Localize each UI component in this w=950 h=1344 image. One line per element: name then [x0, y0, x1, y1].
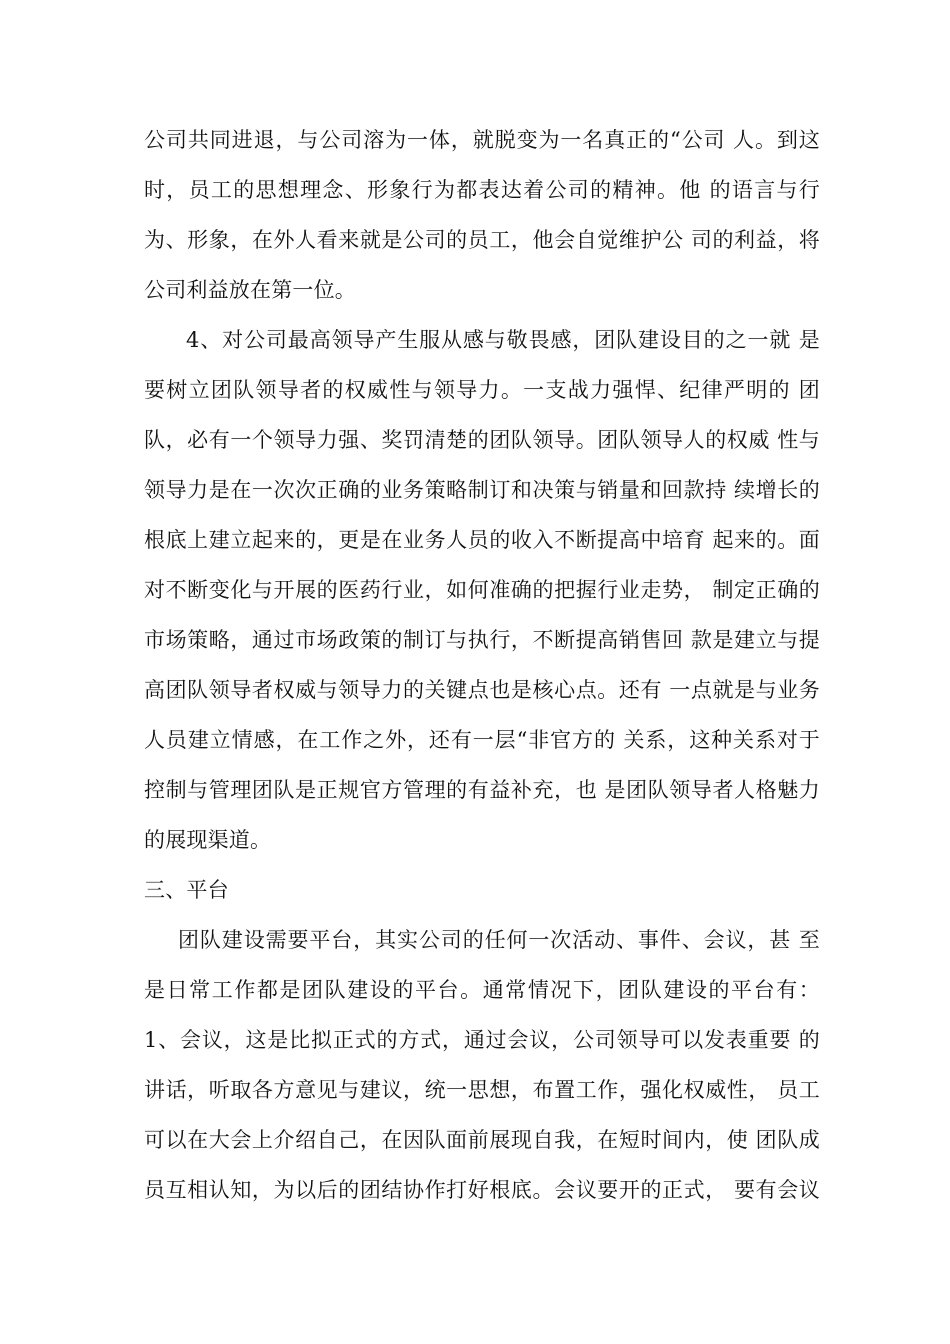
paragraph-line: 高团队领导者权威与领导力的关键点也是核心点。还有 一点就是与业务: [144, 678, 820, 702]
section-heading: 三、平台: [144, 878, 229, 902]
paragraph-line: 公司共同进退，与公司溶为一体，就脱变为一名真正的“公司 人。到这: [144, 128, 820, 152]
paragraph-line: 人员建立情感，在工作之外，还有一层“非官方的 关系，这种关系对于: [144, 728, 820, 752]
paragraph-line: 时，员工的思想理念、形象行为都表达着公司的精神。他 的语言与行: [144, 178, 820, 202]
paragraph-line: 4、对公司最高领导产生服从感与敬畏感，团队建设目的之一就 是: [186, 328, 820, 352]
paragraph-line: 可以在大会上介绍自己，在因队面前展现自我，在短时间内，使 团队成: [144, 1128, 820, 1152]
paragraph-line: 控制与管理团队是正规官方管理的有益补充，也 是团队领导者人格魅力: [144, 778, 820, 802]
paragraph-line: 是日常工作都是团队建设的平台。通常情况下，团队建设的平台有：: [144, 978, 820, 1002]
paragraph-line: 1、会议，这是比拟正式的方式，通过会议，公司领导可以发表重要 的: [144, 1028, 820, 1052]
paragraph-line: 要树立团队领导者的权威性与领导力。一支战力强悍、纪律严明的 团: [144, 378, 820, 402]
paragraph-line: 根底上建立起来的，更是在业务人员的收入不断提高中培育 起来的。面: [144, 528, 820, 552]
paragraph-line: 队，必有一个领导力强、奖罚清楚的团队领导。团队领导人的权威 性与: [144, 428, 820, 452]
paragraph-line: 团队建设需要平台，其实公司的任何一次活动、事件、会议，甚 至: [178, 928, 820, 952]
paragraph-line: 对不断变化与开展的医药行业，如何准确的把握行业走势， 制定正确的: [144, 578, 820, 602]
paragraph-line: 市场策略，通过市场政策的制订与执行，不断提高销售回 款是建立与提: [144, 628, 820, 652]
paragraph-line: 公司利益放在第一位。: [144, 278, 356, 302]
paragraph-line: 讲话，听取各方意见与建议，统一思想，布置工作，强化权威性， 员工: [144, 1078, 820, 1102]
paragraph-line: 员互相认知，为以后的团结协作打好根底。会议要开的正式， 要有会议: [144, 1178, 820, 1202]
paragraph-line: 的展现渠道。: [144, 828, 272, 852]
paragraph-line: 为、形象，在外人看来就是公司的员工，他会自觉维护公 司的利益，将: [144, 228, 820, 252]
paragraph-line: 领导力是在一次次正确的业务策略制订和决策与销量和回款持 续增长的: [144, 478, 820, 502]
